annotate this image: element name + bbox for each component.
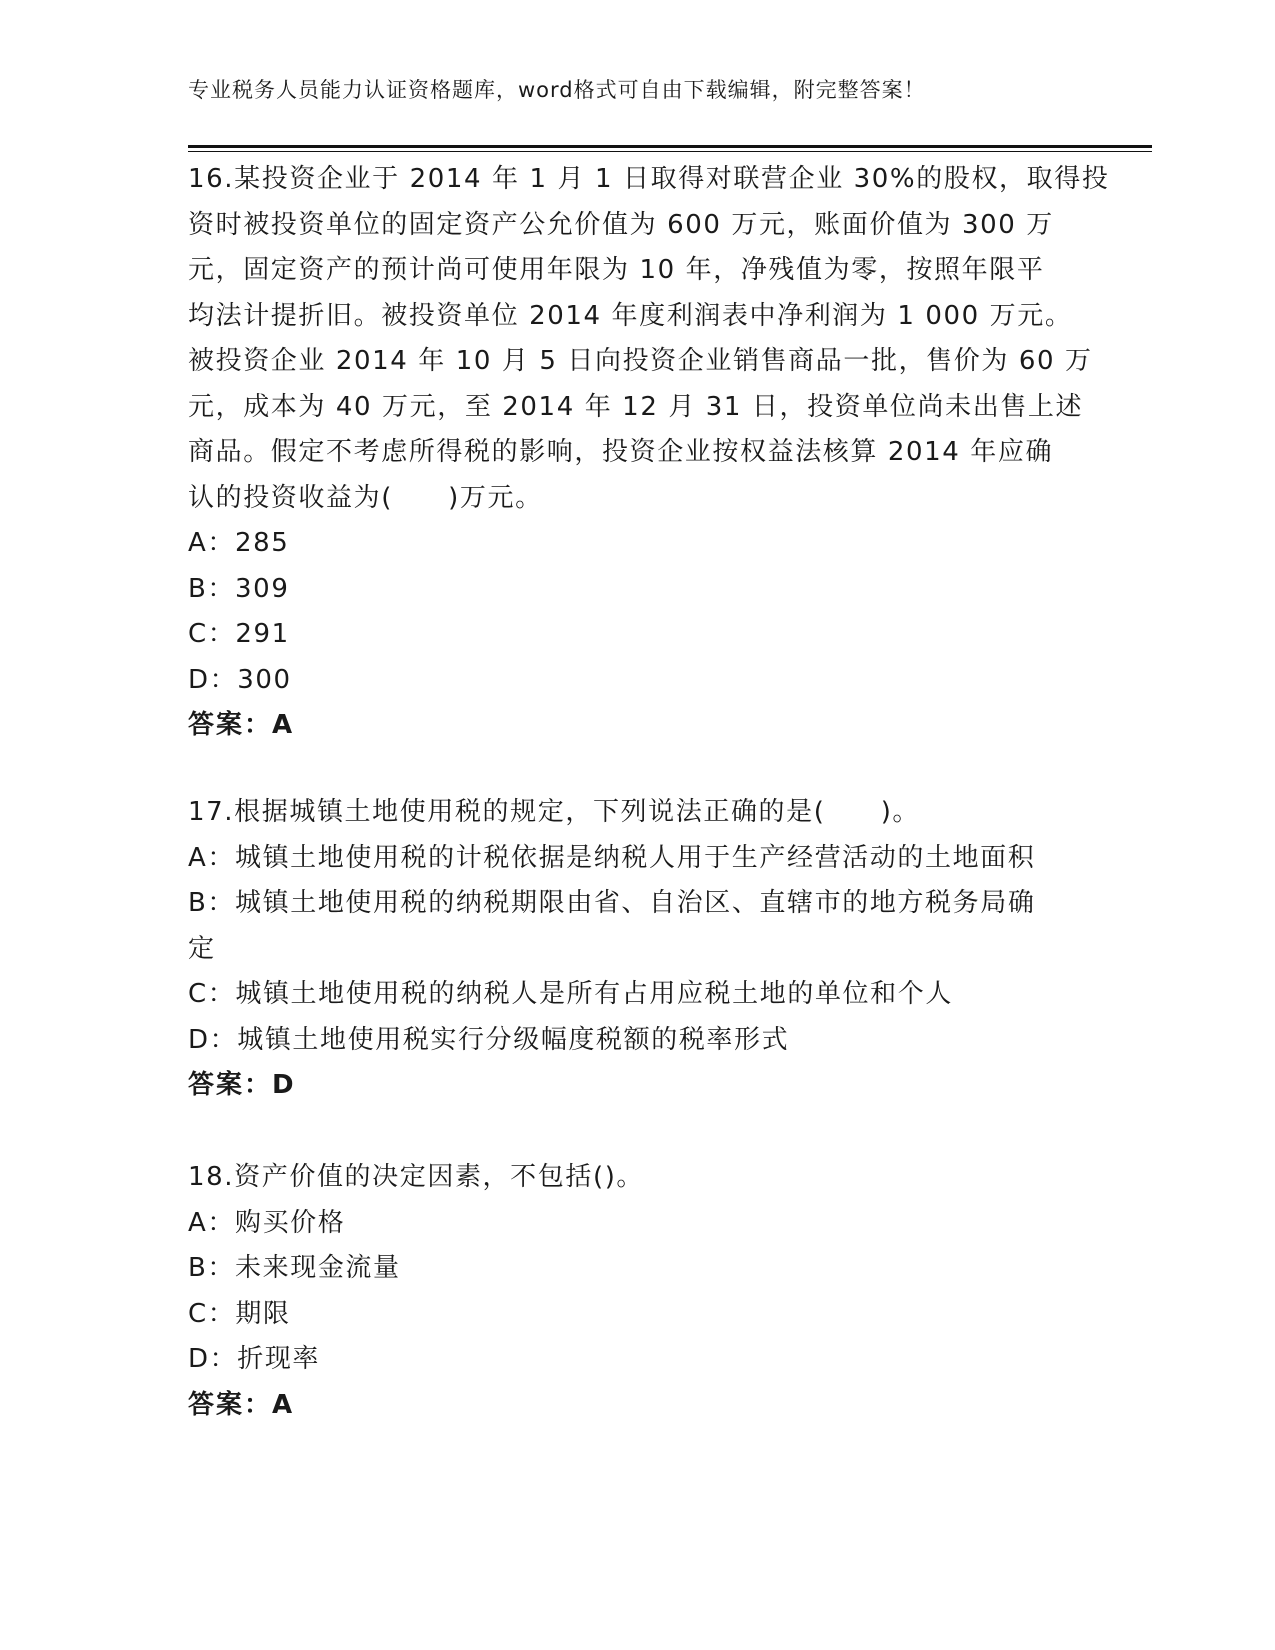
question-text-line: 商品。假定不考虑所得税的影响，投资企业按权益法核算 2014 年应确 [188,437,1054,467]
question-18 [188,1155,1068,1428]
question-text-line: 认的投资收益为( )万元。 [188,482,543,513]
page-header: 专业税务人员能力认证资格题库，word格式可自由下载编辑，附完整答案！ [188,78,926,102]
question-text-line: 元，固定资产的预计尚可使用年限为 10 年，净残值为零，按照年限平 [188,255,1045,285]
option-a: A：285 [188,528,290,558]
question-text-line: 18.资产价值的决定因素，不包括()。 [188,1162,645,1192]
option-c: C：期限 [188,1298,291,1329]
option-b: B：城镇土地使用税的纳税期限由省、自治区、直辖市的地方税务局确 [188,888,1036,918]
option-a: A：城镇土地使用税的计税依据是纳税人用于生产经营活动的土地面积 [188,842,1036,873]
option-d: D：折现率 [188,1344,321,1374]
answer-label: 答案：A [188,710,295,740]
question-text-line: 资时被投资单位的固定资产公允价值为 600 万元，账面价值为 300 万 [188,209,1054,240]
option-c: C：城镇土地使用税的纳税人是所有占用应税土地的单位和个人 [188,979,953,1009]
answer-label: 答案：D [188,1070,296,1100]
option-b-continuation: 定 [188,933,216,964]
option-a: A：购买价格 [188,1207,346,1238]
question-text-line: 均法计提折旧。被投资单位 2014 年度利润表中净利润为 1 000 万元。 [188,300,1073,331]
question-text-line: 元，成本为 40 万元，至 2014 年 12 月 31 日，投资单位尚未出售上述 [188,391,1084,422]
option-d: D：300 [188,664,292,695]
option-d: D：城镇土地使用税实行分级幅度税额的税率形式 [188,1024,790,1055]
question-17 [188,790,1068,1109]
option-c: C：291 [188,619,290,649]
header-rule-thick [188,145,1152,148]
option-b: B：未来现金流量 [188,1253,401,1283]
question-16 [188,157,1110,749]
question-text-line: 16.某投资企业于 2014 年 1 月 1 日取得对联营企业 30%的股权，取得投 [188,164,1110,194]
answer-label: 答案：A [188,1389,295,1420]
header-rule-thin [188,151,1152,152]
option-b: B：309 [188,573,290,604]
question-text-line: 被投资企业 2014 年 10 月 5 日向投资企业销售商品一批，售价为 60 万 [188,346,1093,376]
question-text-line: 17.根据城镇土地使用税的规定，下列说法正确的是( )。 [188,797,921,827]
